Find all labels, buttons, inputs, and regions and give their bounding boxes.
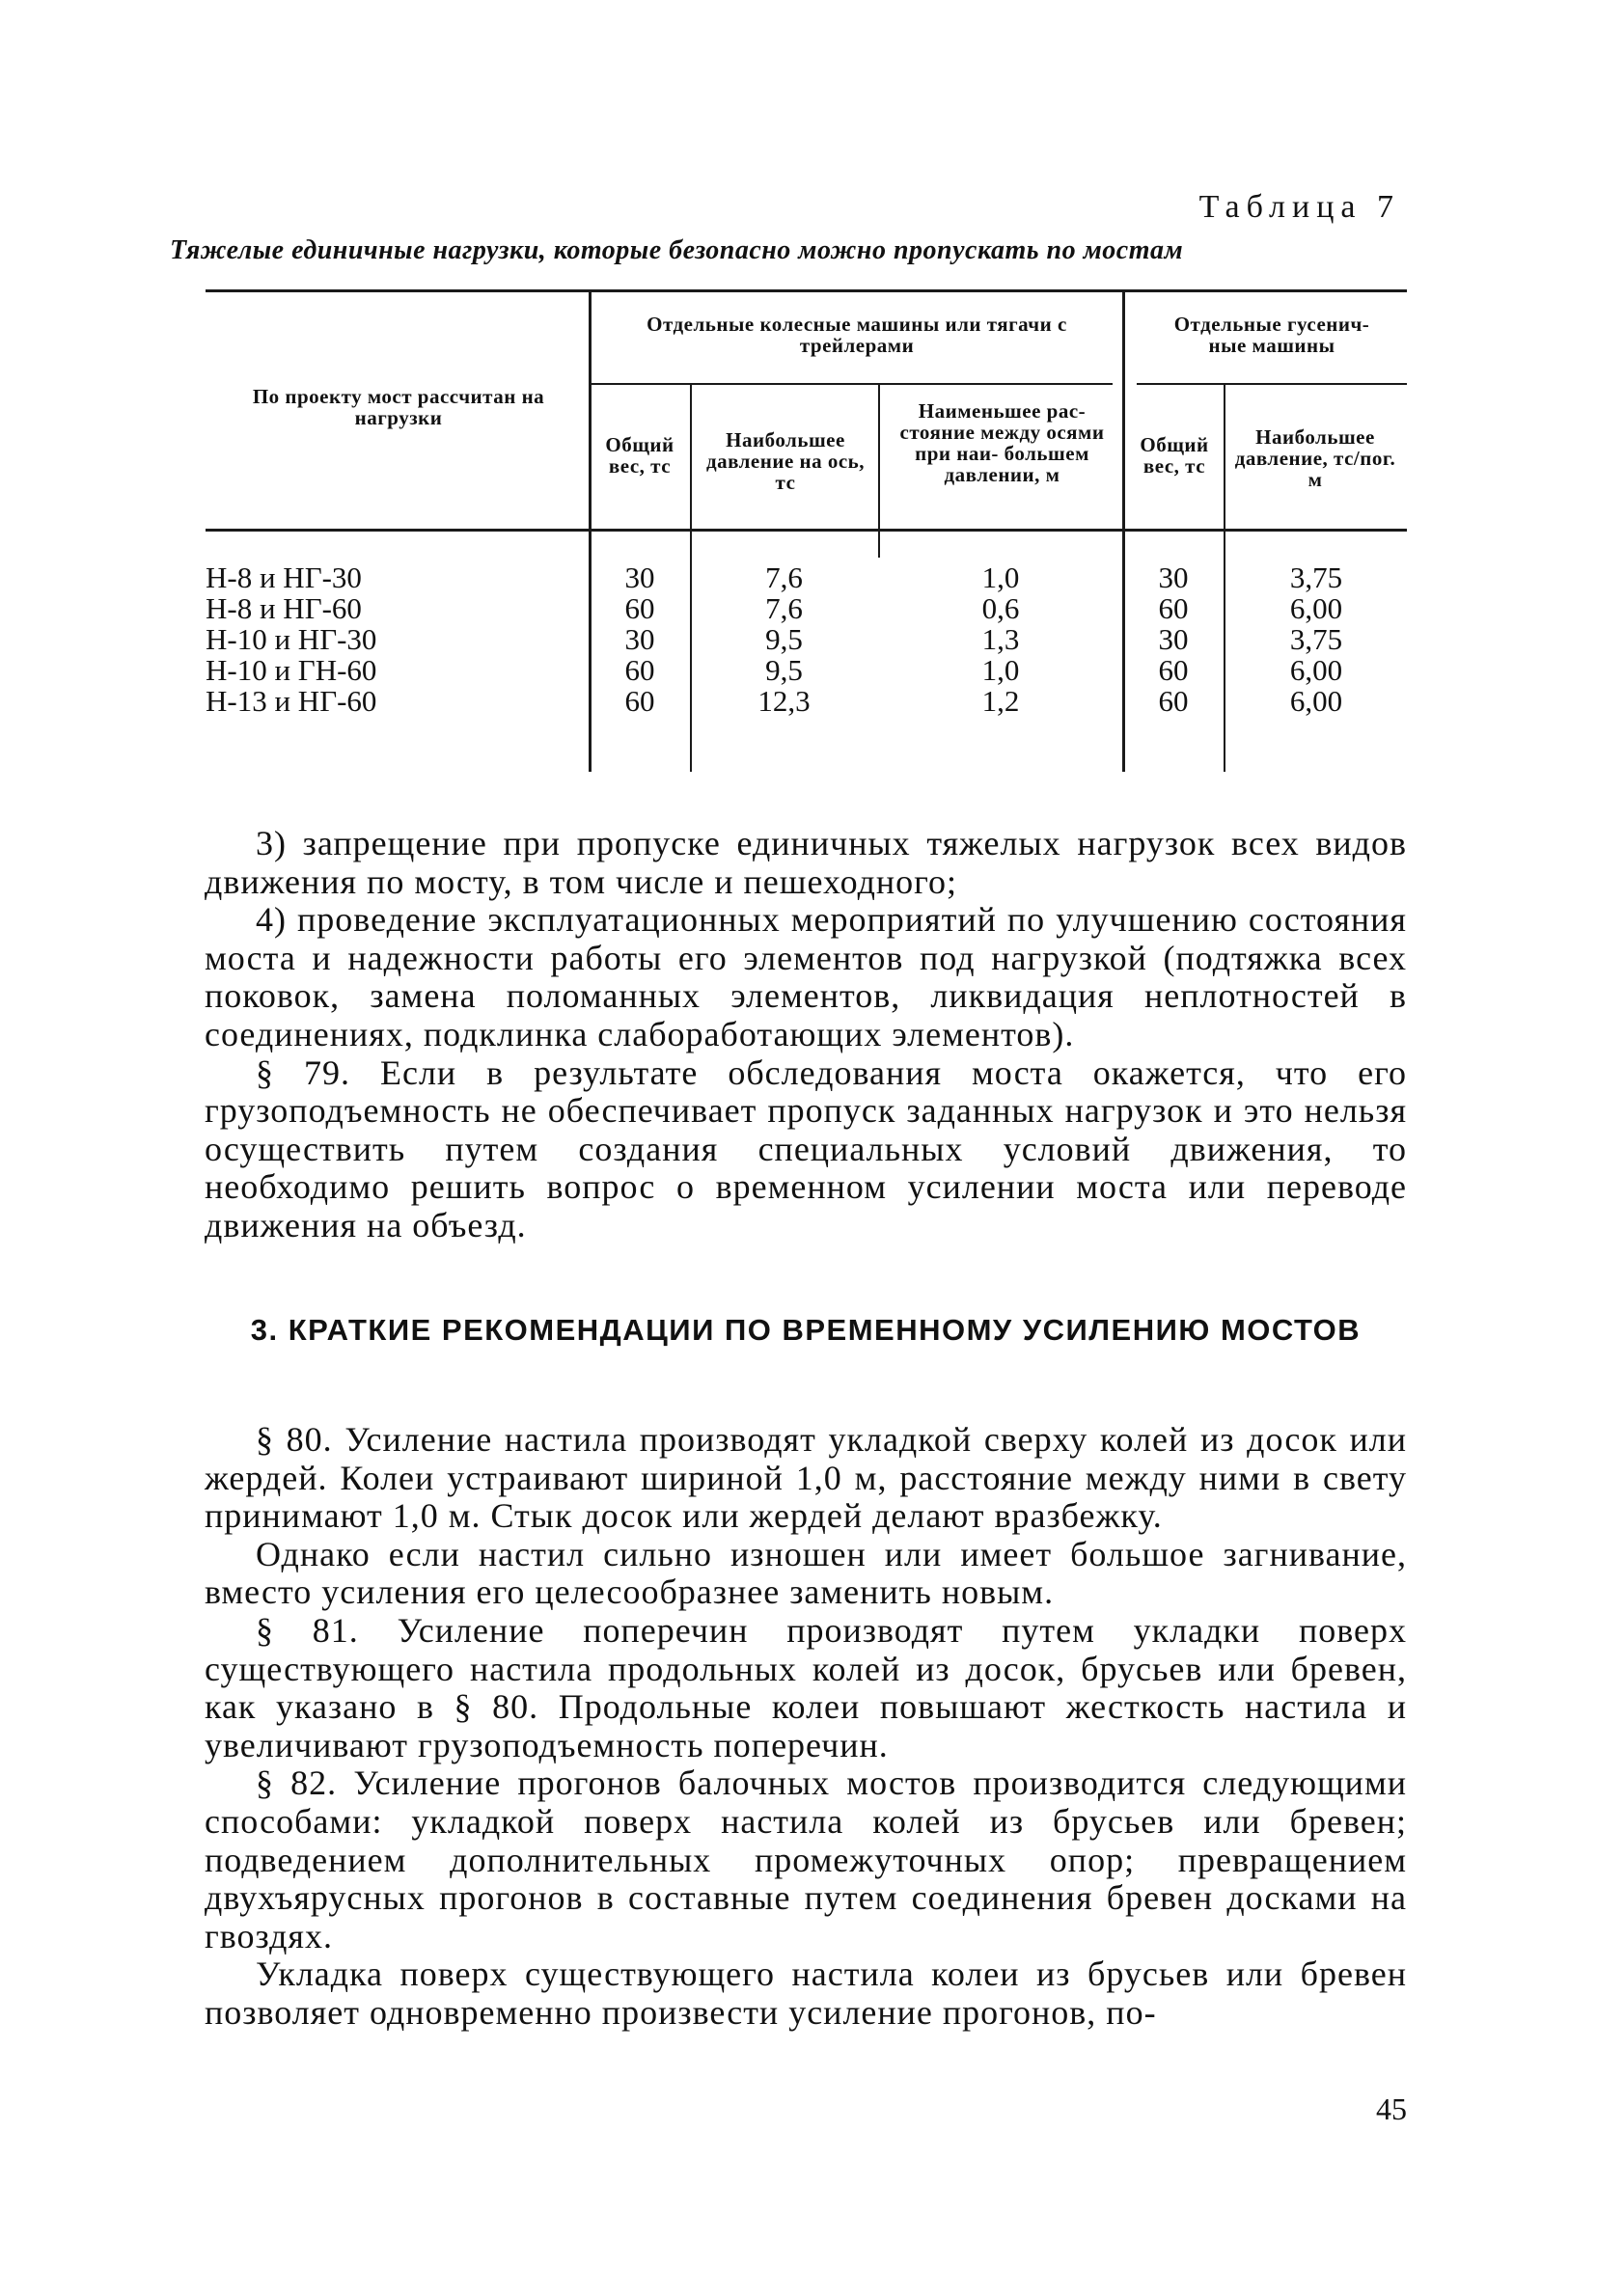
cell-axle-distance: 0,6 (981, 591, 1020, 625)
cell-axle-distance: 1,0 (981, 560, 1020, 594)
header-design-load: По проекту мост рассчитан на нагрузки (252, 385, 545, 429)
paragraph: § 82. Усиление прогонов балочных мостов производится следующими способами: укладкой поверх настила колей из брусьев или бревен; подведением дополнительных промежуточных опор; превращением двухъярусных прогонов в составные путем соединения бревен досками на гвоздях. (205, 1763, 1407, 1955)
paragraph: § 81. Усиление поперечин производят путем укладки поверх существующего настила продольных колей из досок, брусьев или бревен, как указано в § 80. Продольные колеи повышают жесткость настила и увеличивают грузоподъемность поперечин. (205, 1610, 1407, 1764)
table-number-label: Таблица 7 (1198, 189, 1400, 225)
body-text-bottom (205, 1421, 1407, 2033)
cell-design-load: Н-8 и НГ-30 (206, 560, 362, 594)
cell-design-load: Н-13 и НГ-60 (206, 684, 377, 718)
header-total-weight-tracked: Общий вес, тс (1140, 433, 1209, 478)
table-row (206, 624, 1407, 655)
header-bottom-rule (206, 529, 1407, 532)
load-table (206, 289, 1407, 772)
cell-axle-distance: 1,0 (981, 653, 1020, 687)
cell-tracked-weight: 60 (1158, 684, 1189, 718)
cell-tracked-pressure: 3,75 (1289, 622, 1343, 656)
table-row (206, 593, 1407, 624)
cell-axle-pressure: 7,6 (765, 560, 803, 594)
cell-axle-pressure: 9,5 (765, 653, 803, 687)
cell-total-weight: 60 (624, 684, 655, 718)
cell-design-load: Н-8 и НГ-60 (206, 591, 362, 625)
cell-axle-pressure: 7,6 (765, 591, 803, 625)
cell-tracked-pressure: 6,00 (1289, 591, 1343, 625)
cell-total-weight: 30 (624, 622, 655, 656)
table-row (206, 686, 1407, 717)
paragraph: 4) проведение эксплуатационных мероприятий по улучшению состояния моста и надежности работы его элементов под нагрузкой (подтяжка всех поковок, замена поломанных элементов, ликвидация неплотностей в соединениях, подклинка слабоработающих элементов). (205, 900, 1407, 1053)
table-row (206, 655, 1407, 686)
cell-total-weight: 30 (624, 560, 655, 594)
col-rule-3 (878, 384, 880, 558)
cell-axle-distance: 1,3 (981, 622, 1020, 656)
cell-tracked-weight: 60 (1158, 591, 1189, 625)
header-min-axle-distance: Наименьшее рас- стояние между осями при наи- большем давлении, м (899, 399, 1105, 486)
paragraph: Укладка поверх существующего настила колеи из брусьев или бревен позволяет одновременно произвести усиление прогонов, по- (205, 1954, 1407, 2032)
cell-tracked-pressure: 6,00 (1289, 653, 1343, 687)
header-max-pressure-tracked: Наибольшее давление, тс/пог. м (1234, 425, 1396, 491)
cell-design-load: Н-10 и ГН-60 (206, 653, 377, 687)
paragraph: Однако если настил сильно изношен или имеет большое загнивание, вместо усиления его целесообразнее заменить новым. (205, 1534, 1407, 1612)
section-heading: 3. КРАТКИЕ РЕКОМЕНДАЦИИ ПО ВРЕМЕННОМУ УСИЛЕНИЮ МОСТОВ (250, 1313, 1362, 1347)
header-tracked-group: Отдельные гусенич- ные машины (1173, 313, 1370, 357)
cell-total-weight: 60 (624, 591, 655, 625)
cell-tracked-weight: 60 (1158, 653, 1189, 687)
table-caption: Тяжелые единичные нагрузки, которые безопасно можно пропускать по мостам (170, 235, 1184, 265)
body-text-top (205, 825, 1407, 1245)
cell-axle-pressure: 9,5 (765, 622, 803, 656)
paragraph: 3) запрещение при пропуске единичных тяжелых нагрузок всех видов движения по мосту, в том числе и пешеходного; (205, 824, 1407, 901)
cell-design-load: Н-10 и НГ-30 (206, 622, 377, 656)
cell-tracked-pressure: 6,00 (1289, 684, 1343, 718)
header-wheeled-group: Отдельные колесные машины или тягачи с трейлерами (647, 313, 1067, 357)
paragraph: § 79. Если в результате обследования моста окажется, что его грузоподъемность не обеспечивает пропуск заданных нагрузок и это нельзя осуществить путем создания специальных условий движения, то необходимо решить вопрос о временном усилении моста или переводе движения на объезд. (205, 1052, 1407, 1244)
cell-total-weight: 60 (624, 653, 655, 687)
cell-tracked-pressure: 3,75 (1289, 560, 1343, 594)
table-row (206, 562, 1407, 593)
cell-axle-pressure: 12,3 (757, 684, 811, 718)
page-number: 45 (1376, 2091, 1407, 2126)
header-mid-rule-right (1137, 383, 1407, 385)
cell-tracked-weight: 30 (1158, 622, 1189, 656)
header-max-axle-pressure: Наибольшее давление на ось, тс (705, 428, 866, 494)
table-top-rule (206, 289, 1407, 292)
cell-tracked-weight: 30 (1158, 560, 1189, 594)
paragraph: § 80. Усиление настила производят укладкой сверху колей из досок или жердей. Колеи устраивают шириной 1,0 м, расстояние между ними в свету принимают 1,0 м. Стык досок или жердей делают вразбежку. (205, 1420, 1407, 1536)
header-total-weight: Общий вес, тс (605, 433, 674, 478)
header-mid-rule-left (592, 383, 1113, 385)
cell-axle-distance: 1,2 (981, 684, 1020, 718)
